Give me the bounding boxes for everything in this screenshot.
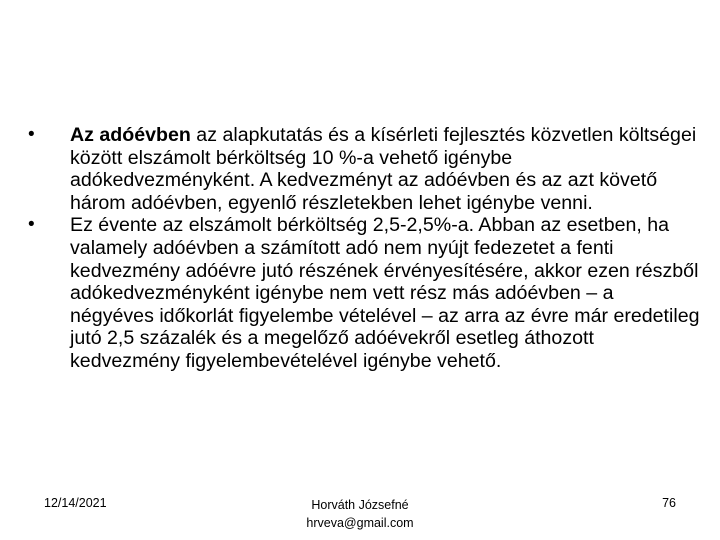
bullet-bold-text: Az adóévben — [70, 124, 191, 146]
footer-author: Horváth Józsefné — [311, 498, 409, 512]
bullet-icon: • — [28, 214, 35, 236]
footer-author-block — [260, 496, 460, 532]
bullet-text: az alapkutatás és a kísérleti fejlesztés közvetlen költségei között elszámolt bérköltség 10 %-a vehető igénybe adókedvezményként. A kedvezményt az adóévben és az azt követő három adóévben, egyenlő részletekben lehet igénybe venni. — [70, 124, 697, 214]
bullet-text: Ez évente az elszámolt bérköltség 2,5-2,5%-a. Abban az esetben, ha valamely adóévben a számított adó nem nyújt fedezetet a fenti kedvezmény adóévre jutó részének érvényesítésére, akkor ezen részből adókedvezményként igénybe nem vett rész más adóévben – a négyéves időkorlát figyelembe vételével – az arra az évre már eredetileg jutó 2,5 százalék és a megelőző adóévekről esetleg áthozott kedvezmény figyelembevételével igénybe vehető. — [70, 214, 700, 372]
page-number: 76 — [662, 496, 676, 510]
bullet-item-2 — [28, 214, 700, 372]
bullet-item-1 — [28, 124, 700, 214]
slide-body — [28, 124, 700, 373]
footer-date: 12/14/2021 — [44, 496, 107, 510]
bullet-icon: • — [28, 124, 35, 145]
footer-email: hrveva@gmail.com — [306, 516, 414, 530]
bullet-list — [28, 124, 700, 373]
